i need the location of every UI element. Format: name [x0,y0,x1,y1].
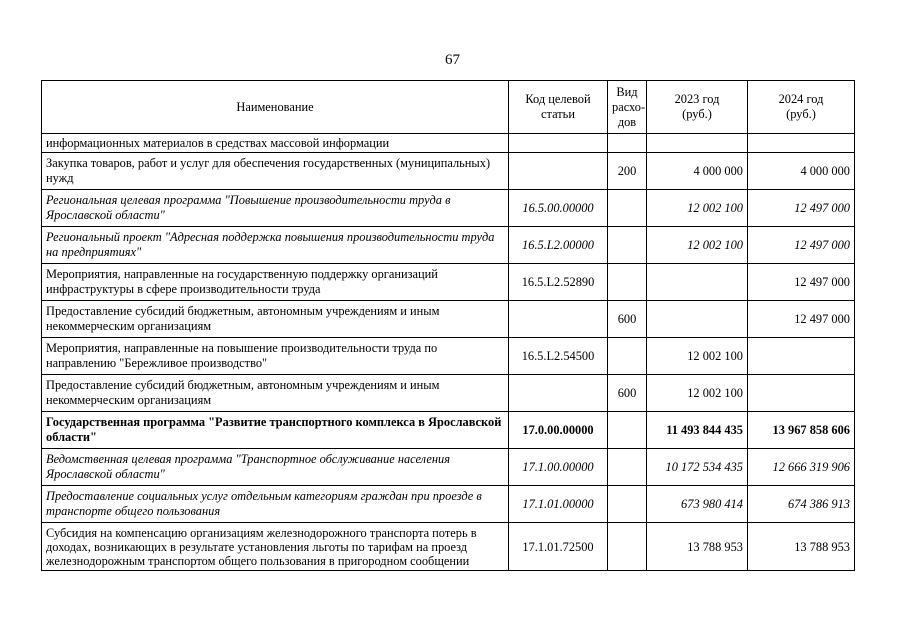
table-row [42,264,855,301]
row-name: Закупка товаров, работ и услуг для обеспечения государственных (муниципальных) нужд [42,153,509,190]
header-code-line2: статьи [541,107,575,121]
row-vid: 600 [608,375,647,412]
row-vid [608,227,647,264]
row-code: 16.5.L2.00000 [509,227,608,264]
table-header-row [42,81,855,134]
table-row [42,523,855,571]
row-name: Мероприятия, направленные на государственную поддержку организаций инфраструктуры в сфере производительности труда [42,264,509,301]
row-code: 16.5.L2.52890 [509,264,608,301]
row-2023: 12 002 100 [647,375,748,412]
row-name: Предоставление социальных услуг отдельным категориям граждан при проезде в транспорте общего пользования [42,486,509,523]
header-vid-line2: расхо- [612,99,646,114]
table-row [42,375,855,412]
row-2023: 673 980 414 [647,486,748,523]
header-2024 [748,81,855,134]
table-row [42,153,855,190]
row-2023 [647,301,748,338]
row-2024: 12 497 000 [748,190,855,227]
row-name: информационных материалов в средствах массовой информации [42,134,509,153]
row-name: Ведомственная целевая программа "Транспортное обслуживание населения Ярославской области" [42,449,509,486]
header-vid-line3: дов [617,114,637,129]
header-code [509,81,608,134]
table-row [42,134,855,153]
row-2024: 674 386 913 [748,486,855,523]
row-code [509,134,608,153]
row-name: Предоставление субсидий бюджетным, автономным учреждениям и иным некоммерческим организациям [42,301,509,338]
header-2024-line1: 2024 год [778,92,824,106]
row-2024: 13 967 858 606 [748,412,855,449]
header-name: Наименование [42,81,509,134]
row-code: 17.1.00.00000 [509,449,608,486]
row-name: Предоставление субсидий бюджетным, автономным учреждениям и иным некоммерческим организациям [42,375,509,412]
row-2023: 13 788 953 [647,523,748,571]
header-vid-line1: Вид [616,84,638,99]
row-2024: 4 000 000 [748,153,855,190]
row-code [509,153,608,190]
table-row [42,301,855,338]
row-2024 [748,338,855,375]
row-vid [608,449,647,486]
row-name: Региональная целевая программа "Повышение производительности труда в Ярославской области" [42,190,509,227]
row-2023 [647,134,748,153]
row-vid: 600 [608,301,647,338]
row-code: 17.0.00.00000 [509,412,608,449]
header-2024-line2: (руб.) [786,107,816,121]
header-2023 [647,81,748,134]
row-2023: 12 002 100 [647,190,748,227]
table-row [42,486,855,523]
row-2023: 12 002 100 [647,227,748,264]
row-name: Региональный проект "Адресная поддержка повышения производительности труда на предприятиях" [42,227,509,264]
row-2024: 13 788 953 [748,523,855,571]
row-2024: 12 497 000 [748,227,855,264]
row-vid [608,190,647,227]
row-2023: 12 002 100 [647,338,748,375]
row-vid [608,486,647,523]
row-vid [608,338,647,375]
table-row [42,412,855,449]
row-vid [608,523,647,571]
row-code: 16.5.00.00000 [509,190,608,227]
page-number: 67 [445,52,460,68]
row-code [509,375,608,412]
row-name: Мероприятия, направленные на повышение производительности труда по направлению "Бережливое производство" [42,338,509,375]
header-code-line1: Код целевой [525,92,591,106]
row-2024 [748,375,855,412]
budget-table [41,80,855,571]
table-row [42,449,855,486]
row-code: 17.1.01.72500 [509,523,608,571]
row-code: 17.1.01.00000 [509,486,608,523]
row-2024 [748,134,855,153]
row-2024: 12 497 000 [748,264,855,301]
header-vid [608,81,647,134]
row-2023: 11 493 844 435 [647,412,748,449]
table-row [42,190,855,227]
row-2024: 12 666 319 906 [748,449,855,486]
header-2023-line1: 2023 год [674,92,720,106]
table-row [42,338,855,375]
row-vid: 200 [608,153,647,190]
row-2023 [647,264,748,301]
row-vid [608,134,647,153]
row-code: 16.5.L2.54500 [509,338,608,375]
row-2023: 10 172 534 435 [647,449,748,486]
row-name: Государственная программа "Развитие транспортного комплекса в Ярославской области" [42,412,509,449]
row-2024: 12 497 000 [748,301,855,338]
table-row [42,227,855,264]
header-2023-line2: (руб.) [682,107,712,121]
row-code [509,301,608,338]
row-2023: 4 000 000 [647,153,748,190]
row-name: Субсидия на компенсацию организациям железнодорожного транспорта потерь в доходах, возникающих в результате установления льготы по тарифам на проезд железнодорожным транспортом общего пользования в пригородном сообщении [42,523,509,571]
row-vid [608,412,647,449]
row-vid [608,264,647,301]
